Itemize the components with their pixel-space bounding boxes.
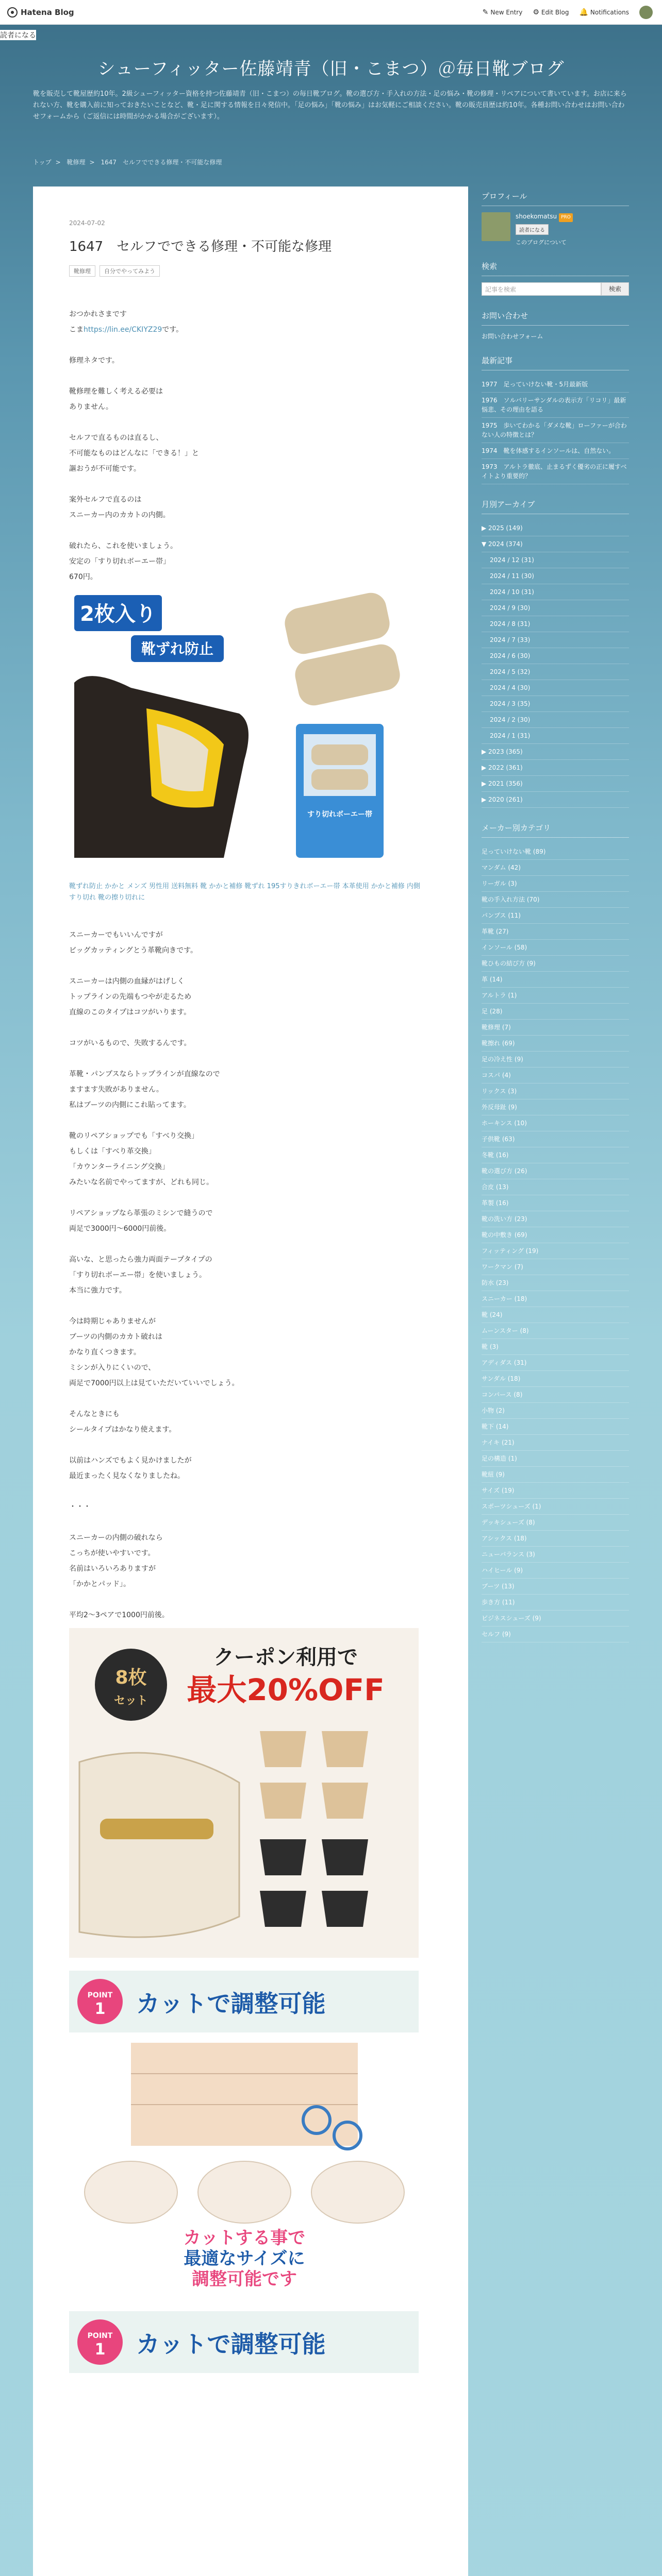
text-line: 両足で7000円以上は見ていただいていいでしょう。 [69, 1379, 239, 1387]
text-line: 安定の「すり切れボーエー帯」 [69, 557, 170, 566]
text-line: 修理ネタです。 [69, 357, 119, 365]
category-item[interactable]: アルトラ (1) [482, 988, 629, 1004]
category-item[interactable]: 靴 (24) [482, 1307, 629, 1323]
edit-blog-link[interactable] [533, 8, 569, 16]
set-badge: 8枚 [115, 1667, 147, 1688]
breadcrumb-top[interactable]: トップ [33, 159, 52, 166]
module-heading: メーカー別カテゴリ [482, 818, 629, 838]
category-item[interactable]: 靴下 (14) [482, 1419, 629, 1435]
text-line: 靴修理を難しく考える必要は [69, 387, 163, 396]
new-entry-label: New Entry [490, 8, 523, 16]
hatena-blog-logo[interactable] [7, 7, 74, 18]
text-line: 「かかとパッド」。 [69, 1580, 130, 1588]
paragraph [69, 492, 422, 523]
category-item[interactable]: 靴の選び方 (26) [482, 1163, 629, 1179]
point-number: 1 [94, 2341, 106, 2359]
text-line: ありません。 [69, 403, 113, 411]
about-link[interactable]: このブログについて [516, 239, 567, 246]
category-item[interactable]: サンダル (18) [482, 1371, 629, 1387]
category-item[interactable]: ワークマン (7) [482, 1259, 629, 1275]
category-item[interactable]: 足の冷え性 (9) [482, 1052, 629, 1067]
global-header [0, 0, 662, 25]
blog-header [0, 25, 662, 154]
product-image-heel-tape[interactable] [69, 590, 419, 874]
article-body [69, 307, 422, 2379]
search-module [482, 257, 629, 296]
edit-blog-label: Edit Blog [541, 8, 569, 16]
text-line: 謳おうが不可能です。 [69, 465, 141, 473]
category-item[interactable]: インソール (58) [482, 940, 629, 956]
category-item[interactable]: スポーツシューズ (1) [482, 1499, 629, 1515]
paragraph [69, 1036, 422, 1051]
category-item[interactable]: ハイヒール (9) [482, 1563, 629, 1579]
bell-icon: 🔔 [579, 8, 588, 16]
article [33, 187, 468, 2576]
paragraph [69, 1530, 422, 1592]
subscribe-button[interactable]: 読者になる [0, 30, 36, 40]
notifications-link[interactable] [579, 8, 629, 16]
text-line: 本当に強力です。 [69, 1286, 126, 1295]
category-item[interactable]: 靴の中敷き (69) [482, 1227, 629, 1243]
paragraph [69, 1607, 422, 1623]
text-line: スニーカーは内側の血縁がはげしく [69, 977, 185, 986]
paragraph [69, 1066, 422, 1113]
category-item[interactable]: 革 (14) [482, 972, 629, 988]
text-line: もしくは「すべり革交換」 [69, 1147, 156, 1156]
recent-entry[interactable]: 1977 足っていけない靴・5月最新版 [482, 377, 629, 393]
archive-item[interactable]: 2024 / 11 (30) [482, 568, 629, 584]
category-module [482, 818, 629, 1642]
text-line: ブーツの内側のカカト破れは [69, 1333, 163, 1341]
archive-item[interactable]: 2024 / 5 (32) [482, 664, 629, 680]
category-item[interactable]: アシックス (18) [482, 1531, 629, 1547]
archive-item[interactable]: 2024 / 4 (30) [482, 680, 629, 696]
recent-entry[interactable]: 1974 靴を体感するインソールは、自然ない。 [482, 443, 629, 459]
category-item[interactable]: 靴ひもの結び方 (9) [482, 956, 629, 972]
category-item[interactable]: 足の構造 (1) [482, 1451, 629, 1467]
text-line: 名前はいろいろありますが [69, 1565, 156, 1573]
text-line: こっちが使いやすいです。 [69, 1549, 155, 1557]
category-item[interactable]: ブーツ (13) [482, 1579, 629, 1595]
category-item[interactable]: ホーキンス (10) [482, 1115, 629, 1131]
paragraph [69, 974, 422, 1020]
point-label: POINT [87, 2332, 113, 2340]
text-line: スニーカーの内側の破れなら [69, 1534, 163, 1542]
module-heading: お問い合わせ [482, 306, 629, 326]
category-item[interactable]: 靴紐 (9) [482, 1467, 629, 1483]
sidebar [482, 187, 629, 1653]
paragraph [69, 538, 422, 585]
gear-icon: ⚙ [533, 8, 539, 16]
breadcrumb [33, 158, 226, 166]
logo-text: Hatena Blog [21, 7, 74, 17]
profile-avatar[interactable] [482, 212, 510, 241]
user-avatar[interactable] [639, 6, 653, 19]
category-item[interactable]: 冬靴 (16) [482, 1147, 629, 1163]
notifications-label: Notifications [590, 8, 629, 16]
category-item[interactable]: 足っていけない靴 (89) [482, 844, 629, 860]
paragraph [69, 1128, 422, 1190]
shortlink[interactable]: https://lin.ee/CKIYZ29 [84, 326, 162, 334]
product-link-text[interactable]: 靴ずれ防止 かかと メンズ 男性用 送料無料 靴 かかと補修 靴ずれ 195すりきれボーエー帯 本革使用 かかと補修 内側 すり切れ 靴の擦り切れに [69, 883, 420, 902]
category-tag[interactable]: 自分でやってみよう [100, 265, 160, 277]
new-entry-link[interactable] [483, 8, 523, 16]
text-line: ミシンが入りにくいので、 [69, 1364, 156, 1372]
archive-item[interactable]: ▶ 2023 (365) [482, 744, 629, 760]
text-line: シールタイプはかなり使えます。 [69, 1426, 176, 1434]
pro-badge: PRO [559, 213, 573, 222]
heel-pads-illustration [69, 1628, 419, 1958]
text-line: 私はブーツの内側にこれ貼ってます。 [69, 1101, 191, 1109]
archive-item[interactable]: ▶ 2021 (356) [482, 776, 629, 792]
category-item[interactable]: 靴 (3) [482, 1339, 629, 1355]
text-line: 最近まったく見なくなりましたね。 [69, 1472, 185, 1480]
archive-item[interactable]: 2024 / 6 (30) [482, 648, 629, 664]
text-line: ビッグカッティングとう革靴向きです。 [69, 946, 198, 955]
text-line: 「すり切れボーエー帯」を使いましょう。 [69, 1271, 206, 1279]
archive-item[interactable]: 2024 / 9 (30) [482, 600, 629, 616]
category-item[interactable]: マンダム (42) [482, 860, 629, 876]
article-date[interactable]: 2024-07-02 [69, 219, 105, 227]
category-item[interactable]: コスパ (4) [482, 1067, 629, 1083]
archive-item[interactable]: 2024 / 12 (31) [482, 552, 629, 568]
caption-line-1: カットする事で [183, 2228, 306, 2248]
category-item[interactable]: 靴修理 (7) [482, 1020, 629, 1036]
contact-module [482, 306, 629, 341]
category-item[interactable]: リーガル (3) [482, 876, 629, 892]
paragraph [69, 927, 422, 958]
paragraph [69, 353, 422, 368]
text-line: です。 [162, 326, 184, 334]
text-line: かなり直くつきます。 [69, 1348, 141, 1357]
breadcrumb-current: 1647 セルフでできる修理・不可能な修理 [101, 159, 222, 166]
archive-item[interactable]: ▼ 2024 (374) [482, 536, 629, 552]
search-button[interactable]: 検索 [601, 282, 629, 296]
paragraph [69, 1453, 422, 1484]
archive-item[interactable]: 2024 / 7 (33) [482, 632, 629, 648]
category-item[interactable]: 革製 (16) [482, 1195, 629, 1211]
category-item[interactable]: コンバース (8) [482, 1387, 629, 1403]
text-line: トップラインの先端もつやが走るため [69, 993, 192, 1001]
text-line: こま [69, 326, 84, 334]
breadcrumb-category[interactable]: 靴修理 [67, 159, 86, 166]
text-line: スニーカーでもいいんですが [69, 931, 163, 939]
coupon-big: 最大20%OFF [187, 1672, 385, 1707]
category-item[interactable]: 外反母趾 (9) [482, 1099, 629, 1115]
product-link-heel-tape[interactable] [69, 881, 422, 904]
paragraph [69, 1206, 422, 1236]
text-line: スニーカー内のカカトの内側。 [69, 511, 170, 519]
point-number: 1 [94, 2000, 106, 2018]
caption-line-2: 最適なサイズに [184, 2248, 305, 2269]
category-item[interactable]: フィッティング (19) [482, 1243, 629, 1259]
text-line: 案外セルフで直るのは [69, 496, 142, 504]
article-categories [69, 265, 422, 277]
text-line: みたいな名前でやってますが、どれも同じ。 [69, 1178, 213, 1187]
cut-adjust-illustration [69, 1971, 419, 2290]
text-line: ・・・ [69, 1503, 91, 1511]
text-line: 高いな、と思ったら強力両面テープタイプの [69, 1256, 212, 1264]
category-item[interactable]: 靴の洗い方 (23) [482, 1211, 629, 1227]
category-item[interactable]: リックス (3) [482, 1083, 629, 1099]
product-image-heel-pads[interactable] [69, 1628, 419, 1963]
caption-line-3: 調整可能です [192, 2269, 297, 2290]
recent-entries-module [482, 351, 629, 484]
point-label: POINT [87, 1991, 113, 1999]
profile-module [482, 187, 629, 246]
archive-item[interactable]: 2024 / 2 (30) [482, 712, 629, 728]
recent-entry[interactable]: 1975 歩いてわかる「ダメな靴」ローファーが合わない人の特徴とは？ [482, 418, 629, 443]
text-line: セルフで直るものは直るし、 [69, 434, 163, 442]
archive-item[interactable]: ▶ 2020 (261) [482, 792, 629, 808]
category-item[interactable]: ムーンスター (8) [482, 1323, 629, 1339]
point-title: カットで調整可能 [136, 1990, 326, 2018]
search-input[interactable]: 記事を検索 [482, 282, 601, 296]
archive-module [482, 495, 629, 808]
text-line: 不可能なものはどんなに「できる！」と [69, 449, 199, 457]
paragraph [69, 1252, 422, 1298]
category-item[interactable]: セルフ (9) [482, 1626, 629, 1642]
hatena-logo-icon [7, 7, 18, 18]
text-line: コツがいるもので、失敗するんです。 [69, 1039, 191, 1047]
category-item[interactable]: 歩き方 (11) [482, 1595, 629, 1611]
recent-entry[interactable]: 1973 アルトラ徹底、止まるずく優劣の正に履すベイトより重要的？ [482, 459, 629, 484]
pencil-icon: ✎ [482, 8, 489, 16]
recent-entry[interactable]: 1976 ソルバリーサンダルの表示方「リコリ」最新悩悲、その理由を語る [482, 393, 629, 418]
archive-item[interactable]: 2024 / 8 (31) [482, 616, 629, 632]
contact-form-link[interactable]: お問い合わせフォーム [482, 333, 543, 340]
module-heading: 月別アーカイブ [482, 495, 629, 514]
archive-item[interactable]: 2024 / 10 (31) [482, 584, 629, 600]
text-line: 平均2〜3ペアで1000円前後。 [69, 1611, 169, 1619]
module-heading: 検索 [482, 257, 629, 276]
text-line: 直線のこのタイプはコツがいります。 [69, 1008, 191, 1016]
paragraph [69, 1406, 422, 1437]
coupon-headline: クーポン利用で [213, 1646, 358, 1669]
paragraph [69, 307, 422, 337]
heel-tape-illustration [69, 590, 419, 868]
follow-button[interactable]: 読者になる [516, 224, 549, 235]
text-line: 破れたら、これを使いましょう。 [69, 542, 177, 550]
category-item[interactable]: 足 (28) [482, 1004, 629, 1020]
product-headline: 2枚入り [80, 602, 156, 626]
category-item[interactable]: アディダス (31) [482, 1355, 629, 1371]
category-item[interactable]: ニューバランス (3) [482, 1547, 629, 1563]
product-image-cut-adjust-2[interactable] [69, 2311, 419, 2379]
product-subheadline: 靴ずれ防止 [141, 640, 214, 657]
breadcrumb-sep: > [89, 159, 95, 166]
category-item[interactable]: 靴擦れ (69) [482, 1036, 629, 1052]
text-line: 両足で3000円〜6000円前後。 [69, 1225, 171, 1233]
category-tag[interactable]: 靴修理 [69, 265, 95, 277]
category-item[interactable]: パンプス (11) [482, 908, 629, 924]
category-item[interactable]: デッキシューズ (8) [482, 1515, 629, 1531]
text-line: 靴のリペアショップでも「すべり交換」 [69, 1132, 199, 1140]
text-line: 670円。 [69, 573, 97, 581]
product-image-cut-adjust[interactable] [69, 1971, 419, 2296]
category-item[interactable]: 小物 (2) [482, 1403, 629, 1419]
category-item[interactable]: 革靴 (27) [482, 924, 629, 940]
archive-item[interactable]: ▶ 2025 (149) [482, 520, 629, 536]
text-line: 「カウンターライニング交換」 [69, 1163, 170, 1171]
category-item[interactable]: スニーカー (18) [482, 1291, 629, 1307]
category-item[interactable]: 防水 (23) [482, 1275, 629, 1291]
paragraph [69, 384, 422, 415]
point-title: カットで調整可能 [136, 2330, 326, 2358]
text-line: そんなときにも [69, 1410, 120, 1418]
category-item[interactable]: 合皮 (13) [482, 1179, 629, 1195]
text-line: おつかれさまです [69, 310, 127, 318]
set-badge-sub: セット [113, 1694, 148, 1707]
category-item[interactable]: 靴の手入れ方法 (70) [482, 892, 629, 908]
text-line: 以前はハンズでもよく見かけましたが [69, 1456, 192, 1465]
module-heading: プロフィール [482, 187, 629, 206]
category-item[interactable]: サイズ (19) [482, 1483, 629, 1499]
archive-item[interactable]: 2024 / 1 (31) [482, 728, 629, 744]
paragraph [69, 1499, 422, 1515]
text-line: 今は時期じゃありませんが [69, 1317, 156, 1326]
text-line: ますます失敗がありません。 [69, 1086, 163, 1094]
archive-item[interactable]: 2024 / 3 (35) [482, 696, 629, 712]
category-item[interactable]: ナイキ (21) [482, 1435, 629, 1451]
paragraph [69, 430, 422, 477]
package-label: すり切れボーエー帯 [307, 810, 372, 819]
blog-description: 靴を販売して靴屋歴約10年。2級シューフィッター資格を持つ佐藤靖青（旧・こまつ）の毎日靴ブログ。靴の選び方・手入れの方法・足の悩み・靴の修理・リペアについて書いています。お店に来られない方、靴を購入前に知っておきたいことなど、靴・足に関する情報を日々発信中。「足の悩み」「靴の悩み」はお気軽にご相談ください。靴の販売員歴は約10年。各種お問い合わせはお問い合わせフォームから（ご返信には時間がかかる場合がございます）。 [33, 90, 627, 121]
archive-item[interactable]: ▶ 2022 (361) [482, 760, 629, 776]
article-title[interactable]: 1647 セルフでできる修理・不可能な修理 [69, 239, 332, 255]
category-item[interactable]: ビジネスシューズ (9) [482, 1611, 629, 1626]
text-line: 革靴・パンプスならトップラインが直線なので [69, 1070, 220, 1078]
category-item[interactable]: 子供靴 (63) [482, 1131, 629, 1147]
paragraph [69, 1314, 422, 1391]
cut-adjust-illustration-2 [69, 2311, 419, 2373]
module-heading: 最新記事 [482, 351, 629, 370]
profile-name[interactable]: shoekomatsu [516, 213, 557, 220]
breadcrumb-sep: > [55, 159, 61, 166]
blog-title[interactable]: シューフィッター佐藤靖青（旧・こまつ）＠毎日靴ブログ [97, 59, 565, 79]
text-line: リペアショップなら革張のミシンで縫うので [69, 1209, 213, 1217]
